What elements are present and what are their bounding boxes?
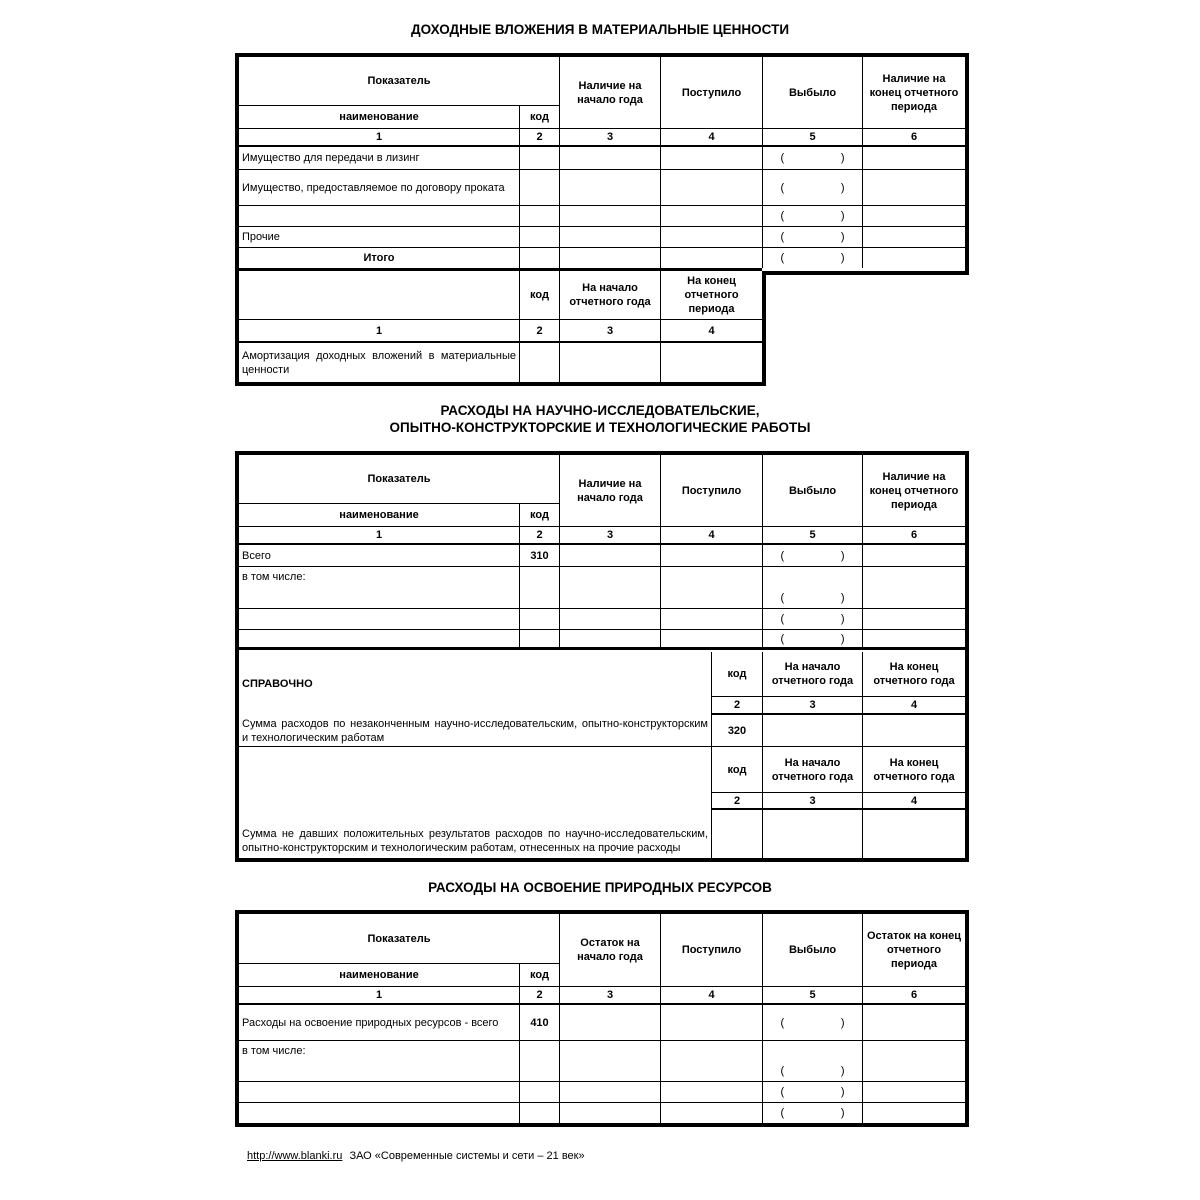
parentheses	[781, 632, 845, 646]
column-number: 2	[712, 697, 763, 715]
paren-open: (	[780, 549, 785, 562]
data-cell	[863, 545, 965, 567]
data-cell	[520, 567, 560, 609]
header-disposed: Выбыло	[763, 455, 863, 527]
column-number: 3	[560, 129, 661, 147]
data-cell	[560, 1041, 661, 1082]
header-end: Остаток на конец отчетного периода	[863, 914, 965, 987]
ref-header-code: код	[712, 652, 763, 697]
data-cell	[661, 630, 763, 650]
sum2-label: Сумма не давших положительных результатов расходов по научно-исследовательским, опытно-конструкторским и технологическим работам, отнесенных на прочие расходы	[239, 747, 712, 858]
row-label: Имущество для передачи в лизинг	[239, 147, 520, 170]
header-name: наименование	[239, 504, 520, 527]
column-number: 1	[239, 320, 520, 343]
data-cell	[763, 147, 863, 170]
column-number: 2	[520, 320, 560, 343]
data-cell	[863, 147, 965, 170]
paren-open: (	[780, 613, 785, 625]
column-number: 1	[239, 129, 520, 147]
data-cell	[763, 1103, 863, 1123]
header-start: Наличие на начало года	[560, 57, 661, 129]
data-cell	[560, 343, 661, 382]
column-number: 1	[239, 527, 520, 545]
column-number: 3	[763, 697, 863, 715]
column-number: 2	[520, 129, 560, 147]
data-cell	[863, 715, 965, 747]
parentheses	[781, 209, 845, 223]
data-cell	[560, 609, 661, 630]
data-cell	[560, 630, 661, 650]
data-cell	[560, 147, 661, 170]
ref2-header-code: код	[712, 747, 763, 793]
column-number: 5	[763, 527, 863, 545]
column-number: 3	[560, 320, 661, 343]
paren-open: (	[780, 252, 785, 264]
parentheses	[781, 230, 845, 244]
header-start: Остаток на начало года	[560, 914, 661, 987]
total-row-label: Всего	[239, 545, 520, 567]
sub-header-code: код	[520, 271, 560, 320]
section2-title-line2: ОПЫТНО-КОНСТРУКТОРСКИЕ И ТЕХНОЛОГИЧЕСКИЕ РАБОТЫ	[389, 420, 811, 435]
parentheses	[781, 151, 845, 165]
data-cell	[863, 1082, 965, 1103]
data-cell	[763, 227, 863, 248]
total-row-label: Расходы на освоение природных ресурсов - всего	[239, 1005, 520, 1041]
data-cell	[560, 248, 661, 268]
data-cell	[520, 227, 560, 248]
footer-company: ЗАО «Современные системы и сети – 21 век»	[349, 1150, 585, 1162]
row-label	[239, 206, 520, 227]
data-cell	[763, 609, 863, 630]
header-code: код	[520, 964, 560, 987]
paren-close: )	[840, 1065, 845, 1077]
paren-close: )	[840, 1086, 845, 1098]
paren-close: )	[840, 152, 845, 164]
paren-close: )	[840, 210, 845, 222]
paren-open: (	[780, 152, 785, 164]
data-cell	[560, 1103, 661, 1123]
paren-open: (	[780, 1065, 785, 1077]
data-cell	[560, 1005, 661, 1041]
header-name: наименование	[239, 964, 520, 987]
column-number: 3	[560, 527, 661, 545]
data-cell	[661, 343, 762, 382]
including-label: в том числе:	[239, 567, 520, 609]
column-number: 4	[661, 527, 763, 545]
section3-title: РАСХОДЫ НА ОСВОЕНИЕ ПРИРОДНЫХ РЕСУРСОВ	[428, 880, 772, 895]
parentheses	[781, 251, 845, 265]
ref2-header-start: На начало отчетного года	[763, 747, 863, 793]
data-cell	[239, 609, 520, 630]
data-cell	[661, 1041, 763, 1082]
data-cell	[863, 1041, 965, 1082]
data-cell	[863, 1103, 965, 1123]
data-cell	[520, 609, 560, 630]
data-cell	[661, 227, 763, 248]
data-cell	[560, 227, 661, 248]
data-cell	[712, 810, 763, 858]
data-cell	[661, 545, 763, 567]
data-cell	[661, 147, 763, 170]
paren-open: (	[780, 1107, 785, 1119]
parentheses	[781, 1106, 845, 1120]
data-cell	[763, 810, 863, 858]
paren-open: (	[780, 231, 785, 243]
data-cell	[560, 545, 661, 567]
data-cell	[661, 567, 763, 609]
paren-close: )	[840, 632, 845, 645]
data-cell	[520, 248, 560, 268]
column-number: 1	[239, 987, 520, 1005]
header-code: код	[520, 106, 560, 129]
parentheses	[781, 1085, 845, 1099]
header-indicator: Показатель	[239, 57, 560, 106]
column-number: 4	[661, 987, 763, 1005]
paren-close: )	[840, 592, 845, 604]
total-code: 310	[520, 545, 560, 567]
data-cell	[560, 206, 661, 227]
amortization-label: Амортизация доходных вложений в материальные ценности	[239, 343, 520, 382]
data-cell	[661, 170, 763, 206]
data-cell	[863, 609, 965, 630]
ref-header-end: На конец отчетного года	[863, 652, 965, 697]
data-cell	[763, 248, 863, 268]
paren-close: )	[840, 252, 845, 264]
data-cell	[763, 1041, 863, 1082]
sub-header-end: На конец отчетного периода	[661, 271, 762, 320]
paren-close: )	[840, 181, 845, 194]
column-number: 6	[863, 527, 965, 545]
data-cell	[863, 630, 965, 650]
data-cell	[863, 170, 965, 206]
footer	[247, 1150, 585, 1162]
header-indicator: Показатель	[239, 914, 560, 964]
parentheses	[781, 549, 845, 563]
data-cell	[763, 1082, 863, 1103]
paren-open: (	[780, 210, 785, 222]
data-cell	[239, 271, 520, 320]
data-cell	[520, 170, 560, 206]
header-received: Поступило	[661, 57, 763, 129]
header-end: Наличие на конец отчетного периода	[863, 57, 965, 129]
data-cell	[763, 545, 863, 567]
header-received: Поступило	[661, 455, 763, 527]
column-number: 5	[763, 129, 863, 147]
footer-link[interactable]: http://www.blanki.ru	[247, 1150, 343, 1162]
column-number: 2	[712, 793, 763, 810]
data-cell	[763, 170, 863, 206]
including-label: в том числе:	[239, 1041, 520, 1082]
column-number: 3	[763, 793, 863, 810]
data-cell	[661, 1005, 763, 1041]
total-row-label: Итого	[239, 248, 520, 268]
data-cell	[520, 343, 560, 382]
data-cell	[661, 248, 763, 268]
total-code: 410	[520, 1005, 560, 1041]
parentheses	[781, 591, 845, 605]
column-number: 5	[763, 987, 863, 1005]
paren-close: )	[840, 231, 845, 243]
column-number: 6	[863, 129, 965, 147]
paren-close: )	[840, 613, 845, 625]
data-cell	[763, 1005, 863, 1041]
paren-close: )	[840, 1016, 845, 1029]
header-start: Наличие на начало года	[560, 455, 661, 527]
paren-close: )	[840, 1107, 845, 1119]
column-number: 4	[661, 129, 763, 147]
data-cell	[661, 609, 763, 630]
paren-open: (	[780, 1086, 785, 1098]
header-code: код	[520, 504, 560, 527]
data-cell	[661, 206, 763, 227]
header-end: Наличие на конец отчетного периода	[863, 455, 965, 527]
ref2-header-end: На конец отчетного года	[863, 747, 965, 793]
data-cell	[239, 630, 520, 650]
ref-header-start: На начало отчетного года	[763, 652, 863, 697]
data-cell	[560, 567, 661, 609]
paren-open: (	[780, 1016, 785, 1029]
data-cell	[863, 567, 965, 609]
column-number: 4	[661, 320, 762, 343]
data-cell	[560, 170, 661, 206]
column-number: 4	[863, 793, 965, 810]
data-cell	[520, 206, 560, 227]
header-disposed: Выбыло	[763, 57, 863, 129]
column-number: 6	[863, 987, 965, 1005]
data-cell	[520, 1082, 560, 1103]
parentheses	[781, 612, 845, 626]
data-cell	[763, 715, 863, 747]
data-cell	[520, 1041, 560, 1082]
data-cell	[520, 147, 560, 170]
data-cell	[863, 227, 965, 248]
header-received: Поступило	[661, 914, 763, 987]
data-cell	[863, 206, 965, 227]
section1-title: ДОХОДНЫЕ ВЛОЖЕНИЯ В МАТЕРИАЛЬНЫЕ ЦЕННОСТИ	[410, 22, 790, 37]
data-cell	[661, 1082, 763, 1103]
row-label: Имущество, предоставляемое по договору проката	[239, 170, 520, 206]
data-cell	[863, 1005, 965, 1041]
parentheses	[781, 1016, 845, 1030]
data-cell	[520, 630, 560, 650]
data-cell	[560, 1082, 661, 1103]
reference-label: СПРАВОЧНО	[239, 652, 712, 715]
parentheses	[781, 181, 845, 195]
column-number: 3	[560, 987, 661, 1005]
data-cell	[520, 1103, 560, 1123]
column-number: 2	[520, 527, 560, 545]
header-name: наименование	[239, 106, 520, 129]
data-cell	[661, 1103, 763, 1123]
column-number: 4	[863, 697, 965, 715]
data-cell	[863, 248, 965, 268]
sum1-label: Сумма расходов по незаконченным научно-исследовательским, опытно-конструкторским и технологическим работам	[239, 715, 712, 747]
header-indicator: Показатель	[239, 455, 560, 504]
data-cell	[863, 810, 965, 858]
paren-close: )	[840, 549, 845, 562]
data-cell	[239, 1082, 520, 1103]
paren-open: (	[780, 632, 785, 645]
sum1-code: 320	[712, 715, 763, 747]
row-label: Прочие	[239, 227, 520, 248]
column-number: 2	[520, 987, 560, 1005]
data-cell	[239, 1103, 520, 1123]
paren-open: (	[780, 181, 785, 194]
data-cell	[763, 630, 863, 650]
sub-header-start: На начало отчетного года	[560, 271, 661, 320]
data-cell	[763, 206, 863, 227]
section2-title-line1: РАСХОДЫ НА НАУЧНО-ИССЛЕДОВАТЕЛЬСКИЕ,	[440, 403, 760, 418]
data-cell	[763, 567, 863, 609]
parentheses	[781, 1064, 845, 1078]
paren-open: (	[780, 592, 785, 604]
header-disposed: Выбыло	[763, 914, 863, 987]
